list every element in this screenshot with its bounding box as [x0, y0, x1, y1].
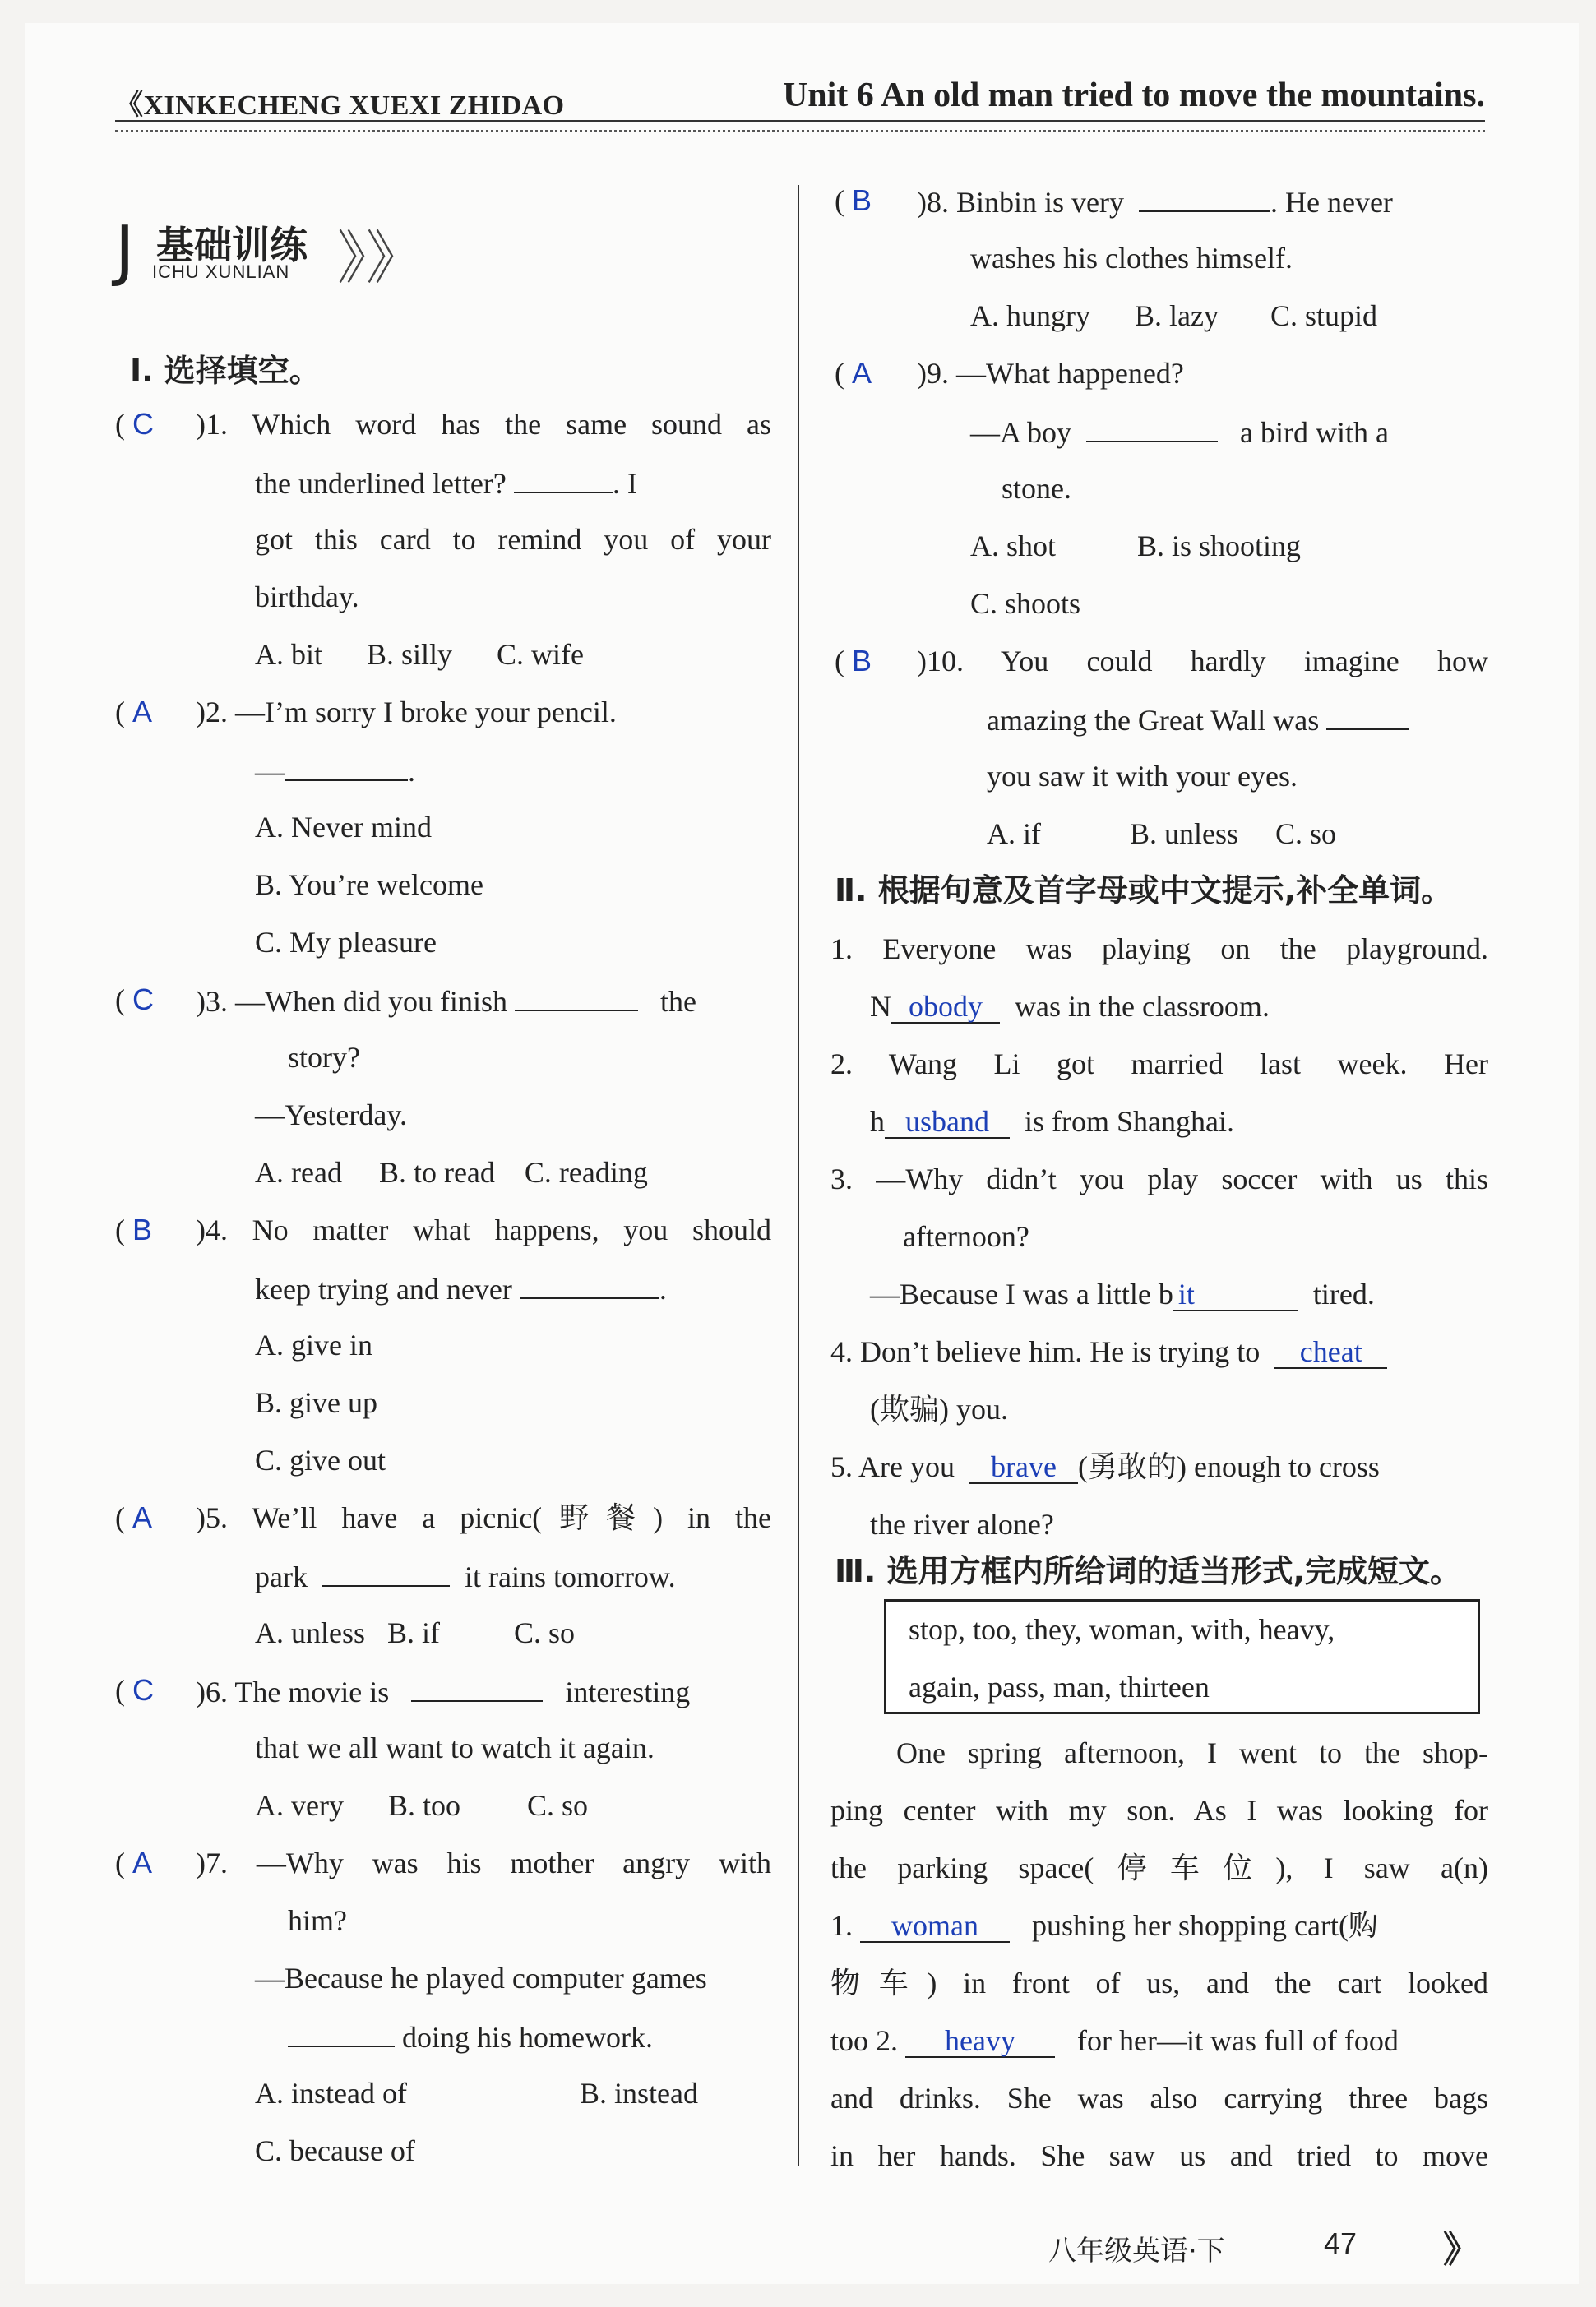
answer-2: A [132, 695, 153, 728]
question-1: ( C [115, 407, 154, 441]
q1-options: A. bit B. silly C. wife [255, 638, 585, 671]
section1-title: Ⅰ. 选择填空。 [130, 353, 321, 389]
question-2: ( A [115, 695, 153, 728]
q5-line1: )5. We’ll have a picnic(野餐) in the [196, 1501, 771, 1534]
passage-line3: the parking space(停车位), I saw a(n) [830, 1852, 1488, 1884]
q7-line3: —Because he played computer games [255, 1962, 707, 1995]
section2-title: Ⅱ. 根据句意及首字母或中文提示,补全单词。 [835, 872, 1453, 908]
series-title: 《XINKECHENG XUEXI ZHIDAO [115, 90, 565, 121]
question-4: ( B [115, 1213, 153, 1246]
q7-option-b: B. instead [580, 2077, 698, 2110]
q2-option-c: C. My pleasure [255, 926, 437, 959]
word-box-line2: again, pass, man, thirteen [909, 1671, 1210, 1704]
s2-item2-line2: h usband is from Shanghai. [870, 1105, 1234, 1138]
passage-line2: ping center with my son. As I was looking for [830, 1794, 1488, 1827]
s2-item3-line3: —Because I was a little b it tired. [870, 1278, 1375, 1311]
q10-line2: amazing the Great Wall was [987, 700, 1409, 738]
s2-item4-answer: cheat [1274, 1336, 1387, 1369]
question-8: ( B [835, 183, 872, 217]
q4-option-c: C. give out [255, 1444, 386, 1477]
s2-item1-answer: obody [891, 991, 1000, 1024]
page-number: 47 [1324, 2226, 1358, 2260]
answer-8: B [852, 183, 872, 217]
answer-5: A [132, 1500, 153, 1534]
s2-item3-line1: 3. —Why didn’t you play soccer with us this [830, 1163, 1488, 1195]
q7-line2: him? [288, 1904, 347, 1937]
s2-item5-line2: the river alone? [870, 1508, 1054, 1541]
header-dotted-rule [115, 130, 1485, 132]
s2-item3-line2: afternoon? [903, 1220, 1029, 1253]
q9-options: A. shot B. is shooting [970, 529, 1302, 562]
header-rule [115, 120, 1485, 122]
answer-10: B [852, 644, 872, 677]
q3-line1: )3. —When did you finish the [196, 982, 696, 1019]
s2-item4-line2: (欺骗) you. [870, 1393, 1008, 1426]
q10-options: A. if B. unless C. so [987, 817, 1337, 850]
q2-option-a: A. Never mind [255, 811, 432, 844]
s2-item5-line1: 5. Are you brave (勇敢的) enough to cross [830, 1450, 1380, 1483]
q1-line4: birthday. [255, 580, 359, 613]
q3-options: A. read B. to read C. reading [255, 1156, 648, 1189]
q2-option-b: B. You’re welcome [255, 868, 483, 901]
passage-line7: and drinks. She was also carrying three bags [830, 2082, 1488, 2115]
q1-line1: )1. Which word has the same sound as [196, 408, 771, 441]
q4-line2: keep trying and never . [255, 1269, 667, 1307]
s2-item4-line1: 4. Don’t believe him. He is trying to cheat [830, 1334, 1387, 1370]
q9-line1: )9. —What happened? [917, 357, 1184, 390]
s2-item1-line2: N obody was in the classroom. [870, 990, 1270, 1023]
footer-book-title: 八年级英语·下 [1048, 2235, 1225, 2268]
q5-options: A. unless B. if C. so [255, 1616, 576, 1649]
s2-item5-answer: brave [969, 1451, 1078, 1484]
passage-line6: too 2. heavy for her—it was full of food [830, 2024, 1399, 2057]
passage-line4: 1. woman pushing her shopping cart(购 [830, 1909, 1378, 1942]
q4-option-a: A. give in [255, 1329, 372, 1362]
section-logo-arrows: 》》 [337, 228, 423, 291]
s2-item1-line1: 1. Everyone was playing on the playground. [830, 932, 1488, 965]
s2-item3-answer: it [1173, 1278, 1298, 1311]
q1-line2: the underlined letter? . I [255, 464, 637, 502]
q7-option-c: C. because of [255, 2134, 415, 2167]
answer-1: C [132, 407, 154, 441]
passage-answer-1: woman [860, 1910, 1010, 1943]
passage-line5: 物车) in front of us, and the cart looked [830, 1967, 1488, 2000]
section-logo-pinyin: ICHU XUNLIAN [152, 261, 290, 282]
q9-line2: —A boy a bird with a [970, 413, 1389, 451]
answer-4: B [132, 1213, 153, 1246]
q8-options: A. hungry B. lazy C. stupid [970, 299, 1377, 332]
q10-line1: )10. You could hardly imagine how [917, 645, 1488, 677]
q2-line2: — . [255, 751, 415, 789]
answer-7: A [132, 1846, 153, 1879]
section3-title: Ⅲ. 选用方框内所给词的适当形式,完成短文。 [835, 1553, 1462, 1589]
question-5: ( A [115, 1500, 153, 1534]
q3-line2: story? [288, 1041, 360, 1074]
q8-line2: washes his clothes himself. [970, 242, 1293, 275]
q7-option-a: A. instead of [255, 2077, 407, 2110]
question-7: ( A [115, 1846, 153, 1879]
q1-line3: got this card to remind you of your [255, 523, 771, 556]
section-logo-initial: J [115, 212, 135, 289]
q6-line2: that we all want to watch it again. [255, 1731, 655, 1764]
q6-options: A. very B. too C. so [255, 1789, 588, 1822]
answer-9: A [852, 356, 872, 390]
section-logo-title: 基础训练 [156, 223, 308, 267]
q4-option-b: B. give up [255, 1386, 377, 1419]
question-9: ( A [835, 356, 872, 390]
column-divider [798, 185, 799, 2166]
q6-line1: )6. The movie is interesting [196, 1672, 690, 1710]
word-box-line1: stop, too, they, woman, with, heavy, [909, 1613, 1335, 1646]
passage-line8: in her hands. She saw us and tried to move [830, 2139, 1488, 2172]
question-6: ( C [115, 1673, 154, 1707]
passage-answer-2: heavy [905, 2025, 1055, 2058]
q5-line2: park it rains tomorrow. [255, 1557, 676, 1595]
answer-3: C [132, 982, 154, 1016]
q8-line1: )8. Binbin is very . He never [917, 183, 1393, 220]
question-3: ( C [115, 982, 154, 1016]
s2-item2-answer: usband [885, 1106, 1010, 1139]
q9-option-c: C. shoots [970, 587, 1081, 620]
answer-6: C [132, 1673, 154, 1707]
passage-line1: One spring afternoon, I went to the shop- [896, 1736, 1488, 1769]
unit-title: Unit 6 An old man tried to move the mountains. [782, 76, 1485, 114]
q7-line4: doing his homework. [288, 2018, 653, 2055]
q2-line1: )2. —I’m sorry I broke your pencil. [196, 696, 617, 728]
q4-line1: )4. No matter what happens, you should [196, 1214, 771, 1246]
question-10: ( B [835, 644, 872, 677]
q9-line3: stone. [1002, 472, 1071, 505]
q7-line1: )7. —Why was his mother angry with [196, 1847, 771, 1879]
q3-line3: —Yesterday. [255, 1098, 407, 1131]
q10-line3: you saw it with your eyes. [987, 760, 1298, 793]
next-page-arrows-icon: 》 [1443, 2230, 1479, 2270]
s2-item2-line1: 2. Wang Li got married last week. Her [830, 1047, 1488, 1080]
